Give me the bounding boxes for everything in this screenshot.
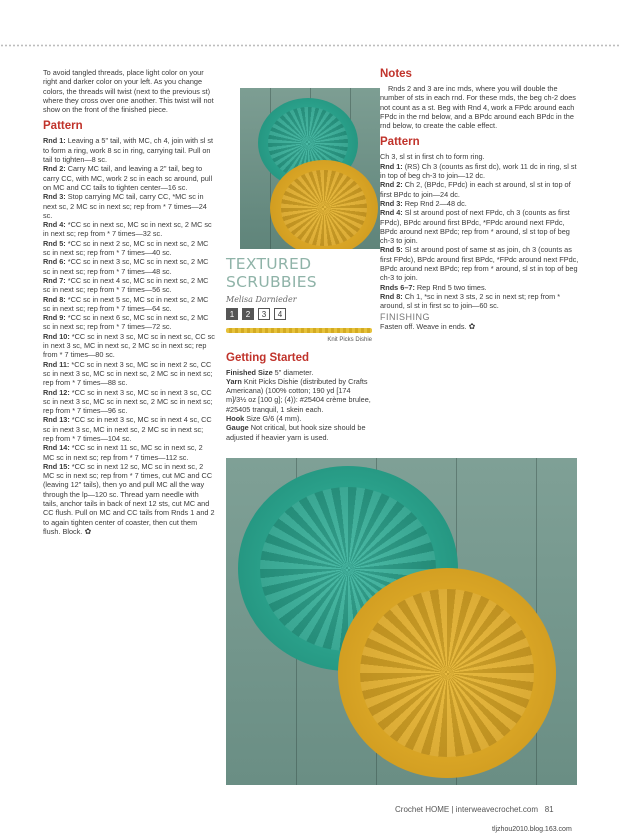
finishing-heading: FINISHING [380,311,431,322]
left-rounds-list [43,136,215,536]
round-text: Stop carrying MC tail, carry CC, *MC sc in next sc, 2 MC sc in next sc; rep from * 7 times—24 sc. [43,192,207,220]
right-rounds-list [380,152,580,310]
round-instruction [380,208,580,245]
right-pattern-heading: Pattern [380,136,420,149]
round-instruction [43,443,215,462]
page-number: 81 [544,805,554,814]
end-flower-icon: ✿ [468,321,476,331]
blog-credit: tljzhou2010.blog.163.com [492,826,572,833]
round-instruction [380,180,580,199]
round-label: Rnd 3: [380,198,403,208]
spec-label: Finished Size [226,367,273,377]
round-instruction [43,360,215,388]
scrubbies-photo-large [226,458,577,785]
round-text: *CC sc in next 3 sc, MC sc in next 3 sc, CC sc in next 3 sc, MC sc in next sc, 2 MC sc in next sc; rep from * 7 times—96 sc. [43,387,213,416]
round-text: Rep Rnd 5 two times. [416,282,487,292]
round-label: Rnd 2: [380,180,403,190]
spec-text: Size G/6 (4 mm). [246,414,302,424]
skill-level-1-icon: 1 [226,308,238,320]
magazine-site: interweavecrochet.com [455,805,539,814]
round-instruction [380,245,580,282]
round-instruction [43,192,215,220]
round-label: Rnds 6–7: [380,282,415,292]
round-instruction [380,283,580,292]
right-column [380,68,580,331]
yarn-caption: Knit Picks Dishie [327,337,372,344]
intro-text: To avoid tangled threads, place light color on your right and darker color on your left. As you change colors, the threads will twist (next to the previous st) where they cross over one another. This twist will not show on the front of the finished piece. [43,68,214,115]
spec-label: Yarn [226,376,242,386]
skill-level-icons [226,308,372,320]
magazine-name: Crochet HOME [395,805,450,814]
round-instruction [380,199,580,208]
round-text: *CC sc in next 2 sc, MC sc in next sc, 2 MC sc in next sc; rep from * 7 times—40 sc. [43,238,209,258]
round-label: Rnd 2: [43,164,66,174]
gold-scrubby [338,568,556,778]
specs-list [226,368,372,442]
page-footer [395,805,554,814]
round-instruction [43,220,215,239]
end-flower-icon: ✿ [82,526,92,536]
pattern-title: TEXTURED SCRUBBIES [226,255,317,291]
round-text: *CC sc in next 3 sc, MC sc in next 2 sc, CC sc in next 3 sc, MC sc in next sc, 2 MC sc in next sc; rep from * 7 times—88 sc. [43,359,213,388]
round-instruction [43,164,215,192]
skill-level-2-icon: 2 [242,308,254,320]
spec-text: 5" diameter. [274,367,314,377]
round-text: *CC sc in next 4 sc, MC sc in next sc, 2 MC sc in next sc; rep from * 7 times—56 sc. [43,275,209,295]
round-label: Rnd 4: [43,220,66,230]
round-instruction [43,136,215,164]
spec-text: Not critical, but hook size should be adjusted if heavier yarn is used. [226,423,366,442]
round-label: Rnd 14: [43,443,70,453]
designer-name: Melisa Darnieder [226,295,297,304]
round-text: *CC sc in next 3 sc, MC sc in next sc, CC sc in next 3 sc, MC in next sc, 2 MC sc in next sc; rep from * 7 times—80 sc. [43,331,215,360]
round-instruction [43,313,215,332]
round-label: Rnd 8: [380,291,403,301]
skill-level-4-icon: 4 [274,308,286,320]
round-text: *CC sc in next 5 sc, MC sc in next sc, 2 MC sc in next sc; rep from * 7 times—64 sc. [43,294,209,313]
round-text: *CC sc in next sc, MC sc in next sc, 2 MC sc in next sc; rep from * 7 times—32 sc. [43,220,212,239]
round-label: Rnd 15: [43,461,70,471]
round-instruction [43,415,215,443]
middle-column [226,255,372,442]
round-instruction [43,462,215,536]
round-label: Rnd 9: [43,313,66,323]
round-label: Rnd 6: [43,257,66,267]
round-text: *CC sc in next 3 sc, MC sc in next sc, 2 MC sc in next sc; rep from * 7 times—48 sc. [43,257,209,276]
round-label: Rnd 8: [43,294,66,304]
round-text: *CC sc in next 3 sc, MC sc in next 4 sc, CC sc in next 3 sc, MC in next sc, 2 MC sc in next sc; rep from * 7 times—104 sc. [43,415,212,443]
round-instruction [43,388,215,416]
round-label: Rnd 3: [43,192,66,202]
notes-heading: Notes [380,68,412,80]
round-text: Sl st around post of same st as join, ch 3 (counts as first FPdc), BPdc around first BPdc, *FPdc around next FPdc, BPdc around next BPdc; rep from * around, sl st in top of beg ch-3 to join. [380,245,579,283]
round-label: Rnd 1: [380,161,403,171]
spec-line [226,368,372,377]
spec-line [226,423,372,442]
round-label: Rnd 11: [43,359,70,369]
round-text: *CC sc in next 12 sc, MC sc in next sc, 2 MC sc in next sc; rep from * 7 times, cut MC and CC (leaving 12" tails), then yo and pull MC all the way through the lp—120 sc. Thread yarn needle with tails, anchor tails in back of next 12 sts, cut MC and CC flush. Pull on MC and CC tails from Rnds 1 and 2 to again tighten center of coaster, then cut them flush. Block. [43,461,215,536]
top-dotted-rule [0,44,620,47]
round-instruction [380,292,580,311]
notes-text: Rnds 2 and 3 are inc rnds, where you will double the number of sts in each rnd. For these rnds, the beg ch-2 does not count as a st. Beg with Rnd 4, work a FPdc around each FPdc in the rnd below, and a BPdc around each BPdc in the rnd below, to create the cable effect. [380,84,576,131]
gold-scrubby [270,160,378,249]
round-text: *CC sc in next 11 sc, MC sc in next sc, 2 MC sc in next sc; rep from * 7 times—112 sc. [43,443,203,462]
round-label: Rnd 5: [380,245,403,255]
finishing-text: Fasten off. Weave in ends. [380,321,467,331]
round-instruction [43,276,215,295]
round-label: Rnd 5: [43,238,66,248]
round-text: Ch 2, (BPdc, FPdc) in each st around, sl st in top of first BPdc to join—24 dc. [380,180,571,199]
round-instruction [43,332,215,360]
footer-separator: | [451,805,454,814]
round-label: Rnd 13: [43,415,70,425]
round-instruction [380,152,580,161]
round-instruction [380,162,580,181]
skill-level-3-icon: 3 [258,308,270,320]
round-label: Rnd 7: [43,275,66,285]
round-label: Rnd 10: [43,331,70,341]
left-column [43,68,215,536]
round-instruction [43,239,215,258]
getting-started-heading: Getting Started [226,351,310,364]
spec-line [226,414,372,423]
spec-label: Hook [226,414,245,424]
spec-line [226,377,372,414]
pattern-heading: Pattern [43,120,83,133]
scrubbies-photo-small [240,88,380,249]
round-text: (RS) Ch 3 (counts as first dc), work 11 dc in ring, sl st in top of beg ch-3 to join—12 dc. [380,161,577,181]
round-instruction [43,295,215,314]
round-label: Rnd 4: [380,208,403,218]
round-text: Ch 3, sl st in first ch to form ring. [380,152,485,162]
round-label: Rnd 1: [43,136,66,146]
round-label: Rnd 12: [43,387,70,397]
spec-label: Gauge [226,423,249,433]
round-text: *CC sc in next 6 sc, MC sc in next sc, 2 MC sc in next sc; rep from * 7 times—72 sc. [43,313,209,332]
round-text: Leaving a 5" tail, with MC, ch 4, join with sl st to form a ring, work 8 sc in ring, carrying tail. Pull on tail to tighten—8 sc. [43,136,214,165]
yarn-swatch [226,328,372,333]
round-text: Rep Rnd 2—48 dc. [404,198,467,208]
round-text: Sl st around post of next FPdc, ch 3 (counts as first FPdc), BPdc around first BPdc, *FPdc around next FPdc, BPdc around next BPdc; rep from * around, sl st top of beg ch-3 to join. [380,208,570,246]
round-text: Ch 1, *sc in next 3 sts, 2 sc in next st; rep from * around, sl st in first sc to join—60 sc. [380,291,561,311]
round-text: Carry MC tail, and leaving a 2" tail, beg to carry CC, with MC, work 2 sc in each sc around, pull on MC and CC tails to tighten center—16 sc. [43,164,213,192]
round-instruction [43,257,215,276]
spec-text: Knit Picks Dishie (distributed by Crafts Americana) (100% cotton; 190 yd [174 m]/3½ oz [100 g]; (4)): #25404 crème brulee, #25405 tranquil, 1 skein each. [226,376,371,414]
